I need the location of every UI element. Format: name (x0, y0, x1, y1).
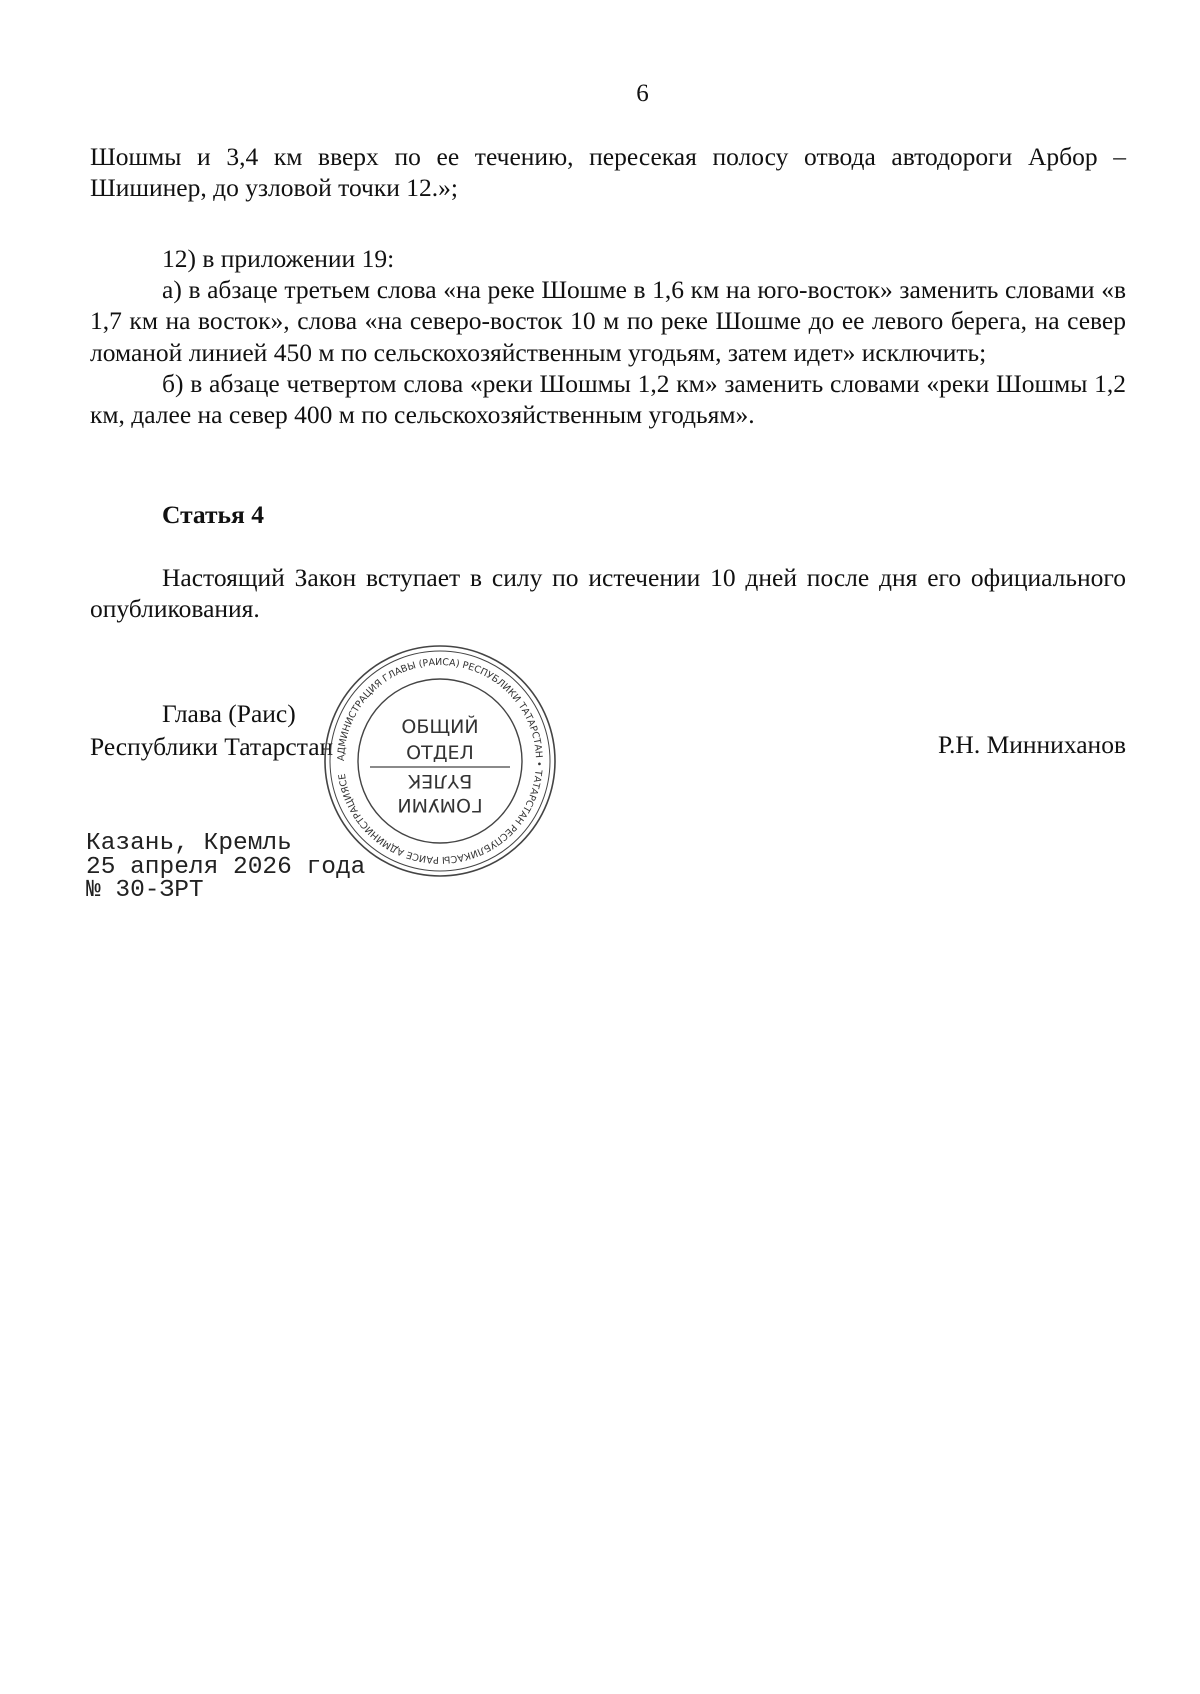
stamp-ring-text: АДМИНИСТРАЦИЯ ГЛАВЫ (РАИСА) РЕСПУБЛИКИ ТАТАРСТАН • ТАТАРСТАН РЕСПУБЛИКАСЫ РАИСЕ АДМИНИСТРАЦИЯСЕ (335, 656, 545, 866)
stamp-line2: ОТДЕЛ (406, 742, 474, 764)
paragraph-text: Шошмы и 3,4 км вверх по ее течению, пересекая полосу отвода автодороги Арбор – Шишинер, до узловой точки 12.»; (90, 142, 1126, 203)
paragraph-item-12 (90, 243, 1126, 430)
item-12-subitem-b: б) в абзаце четвертом слова «реки Шошмы 1,2 км» заменить словами «реки Шошмы 1,2 км, далее на север 400 м по сельскохозяйственным угодьям». (90, 368, 1126, 430)
stamp-line1: ОБЩИЙ (401, 716, 479, 738)
footer-place: Казань, Кремль (86, 830, 292, 857)
article-4-text: Настоящий Закон вступает в силу по истечении 10 дней после дня его официального опубликования. (90, 563, 1126, 624)
footer-date: 25 апреля 2026 года (86, 853, 366, 881)
article-heading: Статья 4 (162, 500, 264, 529)
signatory-name: Р.Н. Минниханов (938, 730, 1126, 759)
stamp-line4: БҮЛЕК (407, 770, 473, 792)
paragraph-continuation (90, 141, 1126, 203)
article-4-body (90, 562, 1126, 624)
item-12-subitem-a: а) в абзаце третьем слова «на реке Шошме в 1,6 км на юго-восток» заменить словами «в 1,7 км на восток», слова «на северо-восток 10 м по реке Шошме до ее левого берега, на север ломаной линией 450 м по сельскохозяйственным угодьям, затем идет» исключить; (90, 275, 1126, 367)
footer-number: № 30-ЗРТ (86, 877, 204, 904)
page-number: 6 (636, 80, 649, 107)
item-12-intro: 12) в приложении 19: (162, 244, 395, 273)
signatory-title-line1: Глава (Раис) (162, 699, 296, 728)
typed-footer (86, 832, 365, 903)
signatory-title (90, 697, 333, 763)
signatory-title-line2: Республики Татарстан (90, 732, 334, 761)
stamp-line3: ГОМУМИ (397, 794, 483, 816)
